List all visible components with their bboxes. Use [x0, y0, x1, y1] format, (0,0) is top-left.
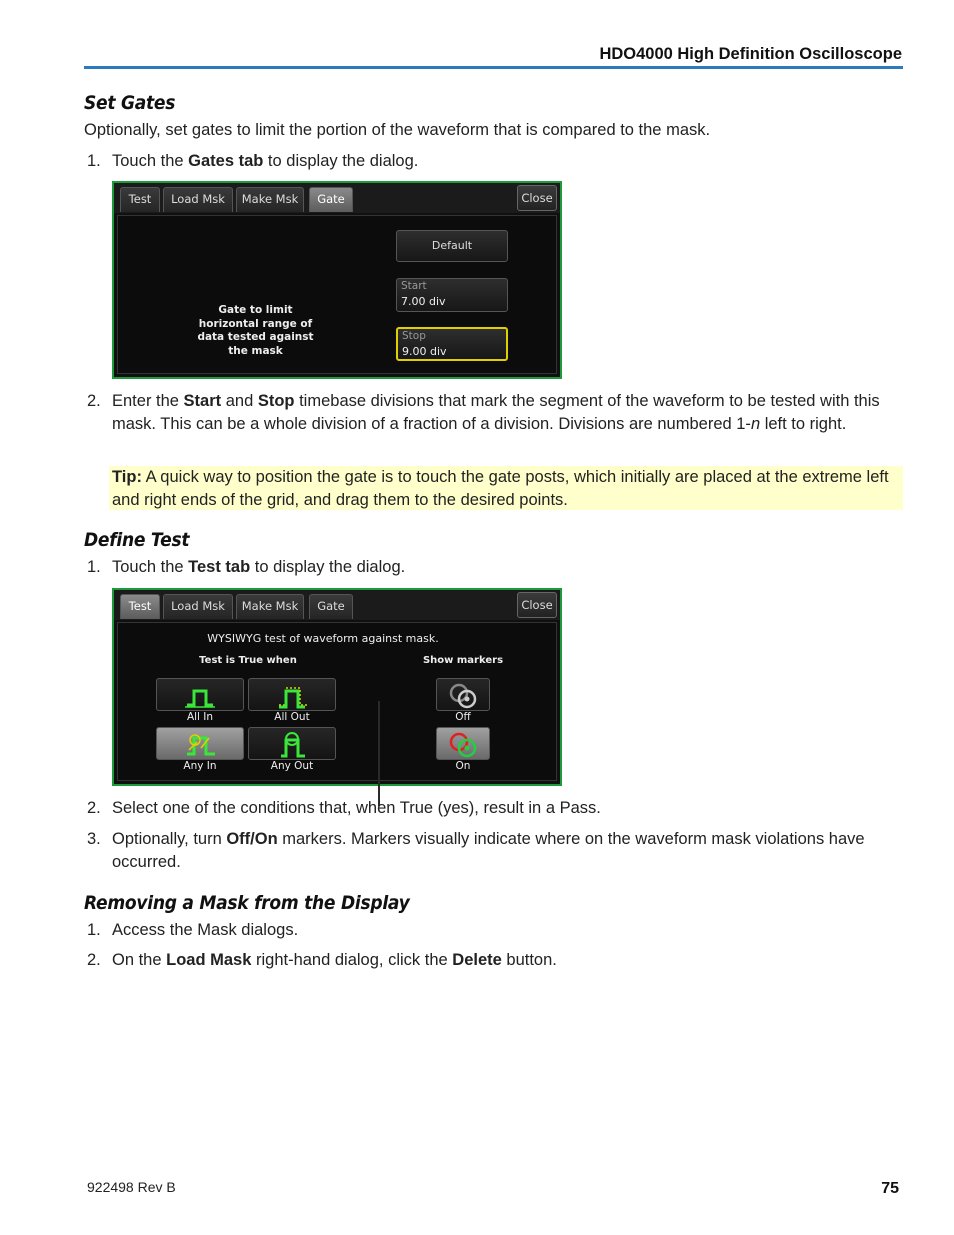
any-out-icon — [249, 728, 337, 761]
markers-on-button[interactable] — [436, 727, 490, 760]
close-button[interactable]: Close — [517, 592, 557, 618]
dialog-tab-bar — [114, 590, 560, 620]
tab-test[interactable]: Test — [120, 594, 160, 619]
any-out-button[interactable] — [248, 727, 336, 760]
test-true-when-label: Test is True when — [199, 655, 297, 666]
header-rule — [84, 66, 903, 69]
all-in-label: All In — [186, 711, 214, 723]
tab-make-msk[interactable]: Make Msk — [236, 594, 304, 619]
start-field[interactable]: Start 7.00 div — [396, 278, 508, 312]
panel-divider — [378, 701, 380, 806]
tab-load-msk[interactable]: Load Msk — [163, 187, 233, 212]
markers-on-label: On — [455, 760, 471, 772]
any-in-button[interactable] — [156, 727, 244, 760]
show-markers-label: Show markers — [422, 655, 504, 666]
tab-test[interactable]: Test — [120, 187, 160, 212]
tip-box — [109, 466, 903, 510]
markers-off-button[interactable] — [436, 678, 490, 711]
markers-on-icon — [437, 728, 491, 761]
set-gates-intro: Optionally, set gates to limit the portion of the waveform that is compared to the mask. — [84, 121, 711, 139]
test-title: WYSIWYG test of waveform against mask. — [207, 632, 439, 645]
tip-text: A quick way to position the gate is to touch the gate posts, which initially are placed at the extreme left and right ends of the grid, and drag them to the desired points. — [112, 468, 889, 509]
define-test-step-3: 3. Optionally, turn Off/On markers. Markers visually indicate where on the waveform mask violations have occurred. — [87, 830, 865, 871]
tab-gate[interactable]: Gate — [309, 187, 353, 212]
markers-off-icon — [437, 679, 491, 712]
tab-load-msk[interactable]: Load Msk — [163, 594, 233, 619]
test-panel — [117, 622, 557, 781]
any-in-label: Any In — [183, 760, 217, 772]
gate-panel — [117, 215, 557, 374]
heading-set-gates: Set Gates — [84, 92, 176, 114]
tab-make-msk[interactable]: Make Msk — [236, 187, 304, 212]
all-in-button[interactable] — [156, 678, 244, 711]
tip-label: Tip: — [112, 468, 142, 486]
dialog-tab-bar — [114, 183, 560, 213]
default-button[interactable]: Default — [396, 230, 508, 262]
any-out-label: Any Out — [270, 760, 314, 772]
all-out-icon — [249, 679, 337, 712]
stop-field[interactable]: Stop 9.00 div — [396, 327, 508, 361]
all-out-button[interactable] — [248, 678, 336, 711]
set-gates-step-2: 2. Enter the Start and Stop timebase divisions that mark the segment of the waveform to be tested with this mask. This can be a whole division of a fraction of a division. Divisions are numbered 1-n left to right. — [87, 392, 880, 433]
any-in-icon — [157, 728, 245, 761]
all-in-icon — [157, 679, 245, 712]
running-header-title: HDO4000 High Definition Oscilloscope — [599, 45, 902, 63]
test-dialog-screenshot — [112, 588, 562, 786]
tab-gate[interactable]: Gate — [309, 594, 353, 619]
footer-doc-id: 922498 Rev B — [87, 1179, 176, 1195]
all-out-label: All Out — [274, 711, 310, 723]
heading-define-test: Define Test — [84, 529, 190, 551]
page-number: 75 — [881, 1180, 899, 1197]
heading-removing-mask: Removing a Mask from the Display — [84, 892, 410, 914]
close-button[interactable]: Close — [517, 185, 557, 211]
gate-description: Gate to limit horizontal range of data tested against the mask — [197, 304, 314, 357]
markers-off-label: Off — [455, 711, 471, 723]
gate-dialog-screenshot — [112, 181, 562, 379]
